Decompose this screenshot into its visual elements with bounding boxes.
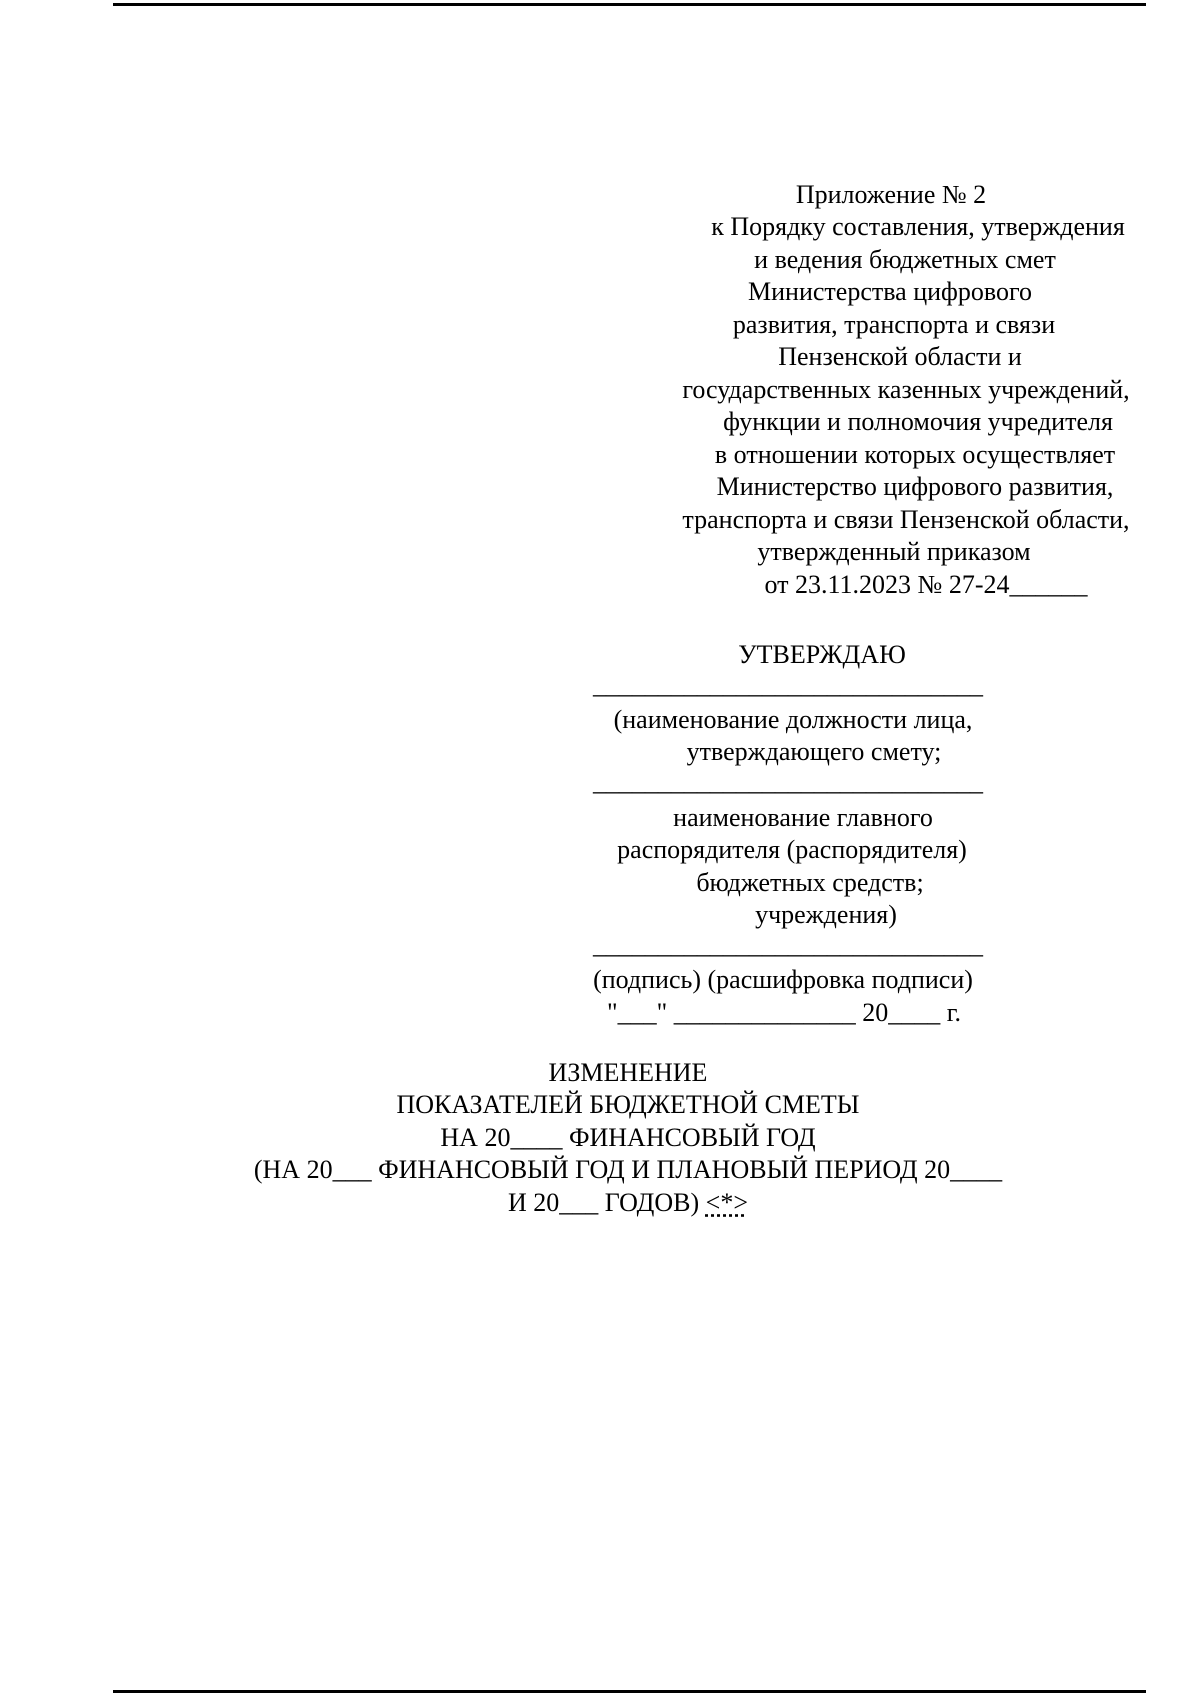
document-title: (НА 20___ ФИНАНСОВЫЙ ГОД И ПЛАНОВЫЙ ПЕРИОД 20____ [253, 1155, 1003, 1184]
appendix-line: транспорта и связи Пензенской области, [682, 505, 1130, 534]
position-caption: утверждающего смету; [686, 737, 942, 766]
position-caption: (наименование должности лица, [613, 705, 973, 734]
appendix-line: развития, транспорта и связи [732, 310, 1056, 339]
order-date-number: от 23.11.2023 № 27-24______ [764, 570, 1088, 599]
appendix-line: Министерства цифрового [748, 277, 1032, 306]
approval-date-line: "___" ______________ 20____ г. [607, 998, 961, 1027]
document-title: НА 20____ ФИНАНСОВЫЙ ГОД [440, 1123, 816, 1152]
appendix-number: Приложение № 2 [795, 180, 987, 209]
appendix-line: государственных казенных учреждений, [682, 375, 1130, 404]
administrator-caption: учреждения) [755, 900, 897, 929]
title-text: И 20___ ГОДОВ) [508, 1188, 706, 1217]
appendix-line: функции и полномочия учредителя [723, 407, 1113, 436]
document-title [508, 1188, 748, 1218]
appendix-line: к Порядку составления, утверждения [711, 212, 1125, 241]
appendix-line: утвержденный приказом [757, 537, 1031, 566]
appendix-line: Пензенской области и [778, 342, 1022, 371]
administrator-caption: распорядителя (распорядителя) [617, 835, 967, 864]
document-title: ИЗМЕНЕНИЕ [548, 1058, 708, 1087]
administrator-caption: бюджетных средств; [696, 868, 924, 897]
appendix-line: в отношении которых осуществляет [714, 440, 1116, 469]
approval-heading: УТВЕРЖДАЮ [738, 640, 906, 669]
signature-line: ______________________________ [593, 670, 983, 699]
signature-line: ______________________________ [593, 930, 983, 959]
administrator-caption: наименование главного [673, 803, 933, 832]
bottom-rule [113, 1690, 1146, 1693]
top-rule [113, 3, 1146, 6]
document-title: ПОКАЗАТЕЛЕЙ БЮДЖЕТНОЙ СМЕТЫ [396, 1090, 860, 1119]
appendix-line: Министерство цифрового развития, [716, 472, 1114, 501]
signature-caption: (подпись) (расшифровка подписи) [593, 965, 973, 994]
footnote-link[interactable]: <*> [705, 1188, 748, 1217]
signature-line: ______________________________ [593, 767, 983, 796]
appendix-line: и ведения бюджетных смет [754, 245, 1056, 274]
